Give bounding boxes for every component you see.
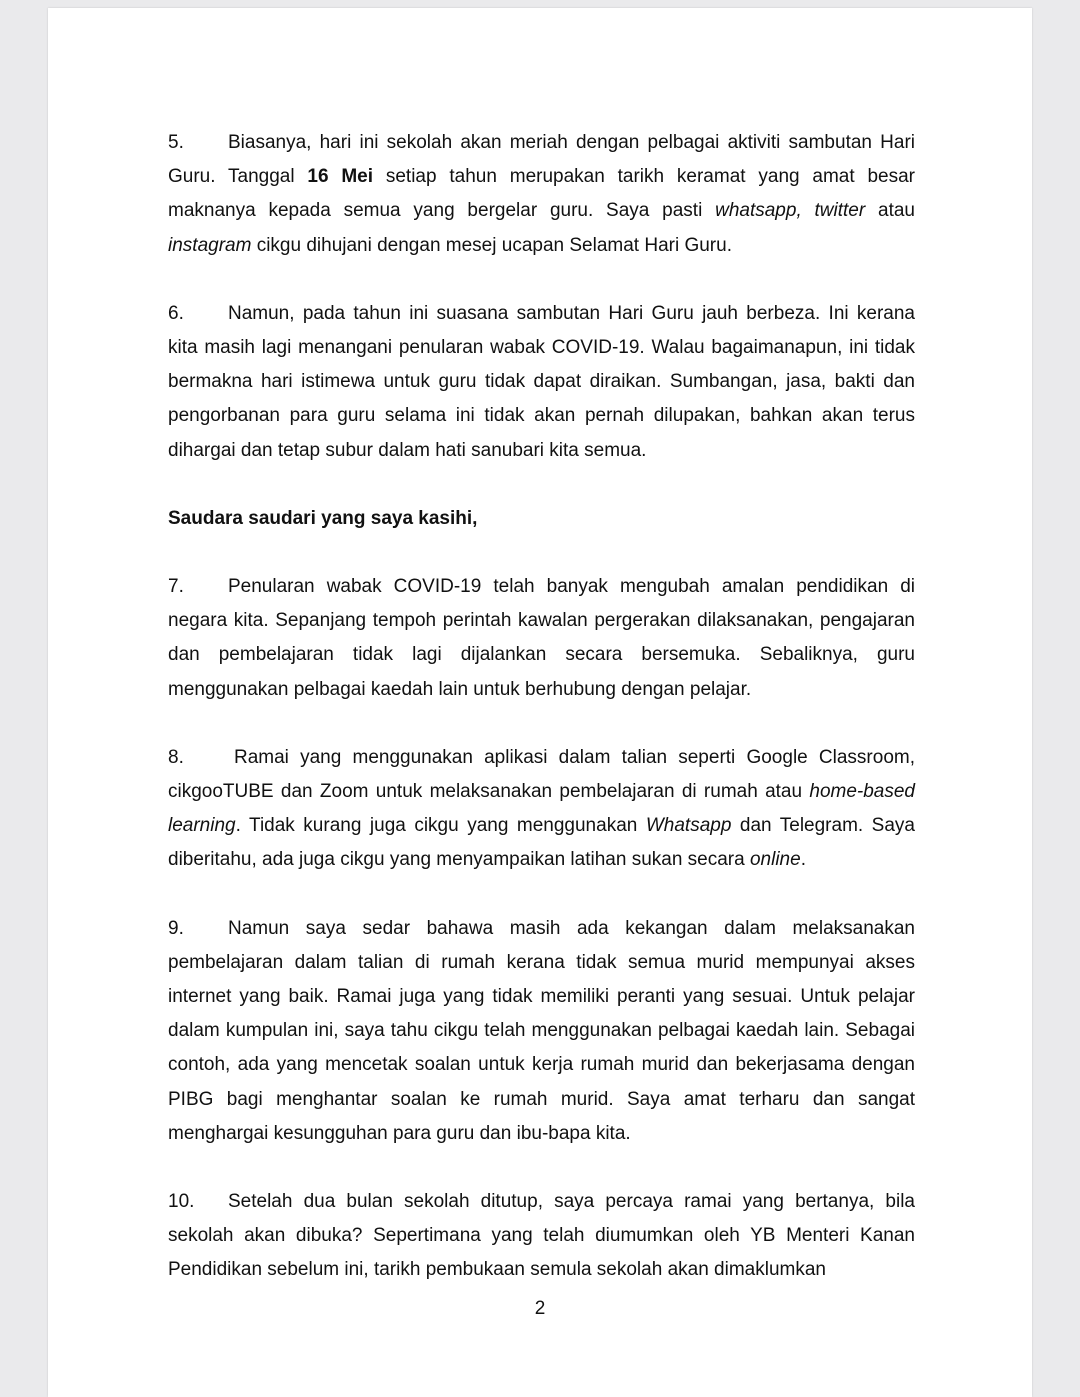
italic-term: whatsapp, twitter [715,200,866,222]
italic-term: home-based learning [168,781,915,837]
paragraph-number: 10. [168,1191,195,1213]
paragraph-text: dan Telegram. Saya diberitahu, ada juga cikgu yang menyampaikan latihan sukan secara [168,815,915,871]
paragraph-9 [168,912,915,1151]
paragraph-text: setiap tahun merupakan tarikh keramat yang amat besar maknanya kepada semua yang bergelar guru. Saya pasti [168,166,915,222]
paragraph-number: 9. [168,917,184,939]
paragraph-7 [168,570,915,707]
paragraph-text: Ramai yang menggunakan aplikasi dalam talian seperti Google Classroom, cikgooTUBE dan Zoom untuk melaksanakan pembelajaran di rumah atau [168,746,915,803]
paragraph-text: cikgu dihujani dengan mesej ucapan Selamat Hari Guru. [251,234,732,256]
paragraph-text: Setelah dua bulan sekolah ditutup, saya percaya ramai yang bertanya, bila sekolah akan dibuka? Sepertimana yang telah diumumkan oleh YB Menteri Kanan Pendidikan sebelum ini, tarikh pembukaan semula sekolah akan dimaklumkan [168,1191,915,1281]
document-page [48,8,1032,1397]
paragraph-text: Namun, pada tahun ini suasana sambutan Hari Guru jauh berbeza. Ini kerana kita masih lagi menangani penularan wabak COVID-19. Walau bagaimanapun, ini tidak bermakna hari istimewa untuk guru tidak dapat diraikan. Sumbangan, jasa, bakti dan pengorbanan para guru selama ini tidak akan pernah dilupakan, bahkan akan terus dihargai dan tetap subur dalam hati sanubari kita semua. [168,302,915,461]
paragraph-text: Penularan wabak COVID-19 telah banyak mengubah amalan pendidikan di negara kita. Sepanjang tempoh perintah kawalan pergerakan dilaksanakan, pengajaran dan pembelajaran tidak lagi dijalankan secara bersemuka. Sebaliknya, guru menggunakan pelbagai kaedah lain untuk berhubung dengan pelajar. [168,576,915,700]
page-content [168,126,915,1322]
italic-term: online [749,849,801,871]
page-number: 2 [534,1298,546,1319]
paragraph-text: . Tidak kurang juga cikgu yang menggunakan [235,815,646,837]
date-highlight: 16 Mei [307,166,374,188]
paragraph-text: atau [865,200,915,222]
paragraph-text: Biasanya, hari ini sekolah akan meriah dengan pelbagai aktiviti sambutan Hari Guru. Tanggal [168,132,915,188]
paragraph-number: 7. [168,576,184,598]
paragraph-6 [168,297,915,468]
italic-term: instagram [168,234,252,256]
paragraph-number: 6. [168,302,184,324]
paragraph-text: . [800,849,806,871]
paragraph-8 [168,741,915,878]
paragraph-number: 5. [168,132,184,153]
paragraph-10 [168,1185,915,1288]
paragraph-number: 8. [168,746,184,768]
paragraph-5 [168,126,915,263]
salutation-heading: Saudara saudari yang saya kasihi, [168,507,478,529]
italic-term: Whatsapp [645,815,732,837]
paragraph-text: Namun saya sedar bahawa masih ada kekangan dalam melaksanakan pembelajaran dalam talian di rumah kerana tidak semua murid mempunyai akses internet yang baik. Ramai juga yang tidak memiliki peranti yang sesuai. Untuk pelajar dalam kumpulan ini, saya tahu cikgu telah menggunakan pelbagai kaedah lain. Sebagai contoh, ada yang mencetak soalan untuk kerja rumah murid dan bekerjasama dengan PIBG bagi menghantar soalan ke rumah murid. Saya amat terharu dan sangat menghargai kesungguhan para guru dan ibu-bapa kita. [168,917,915,1144]
